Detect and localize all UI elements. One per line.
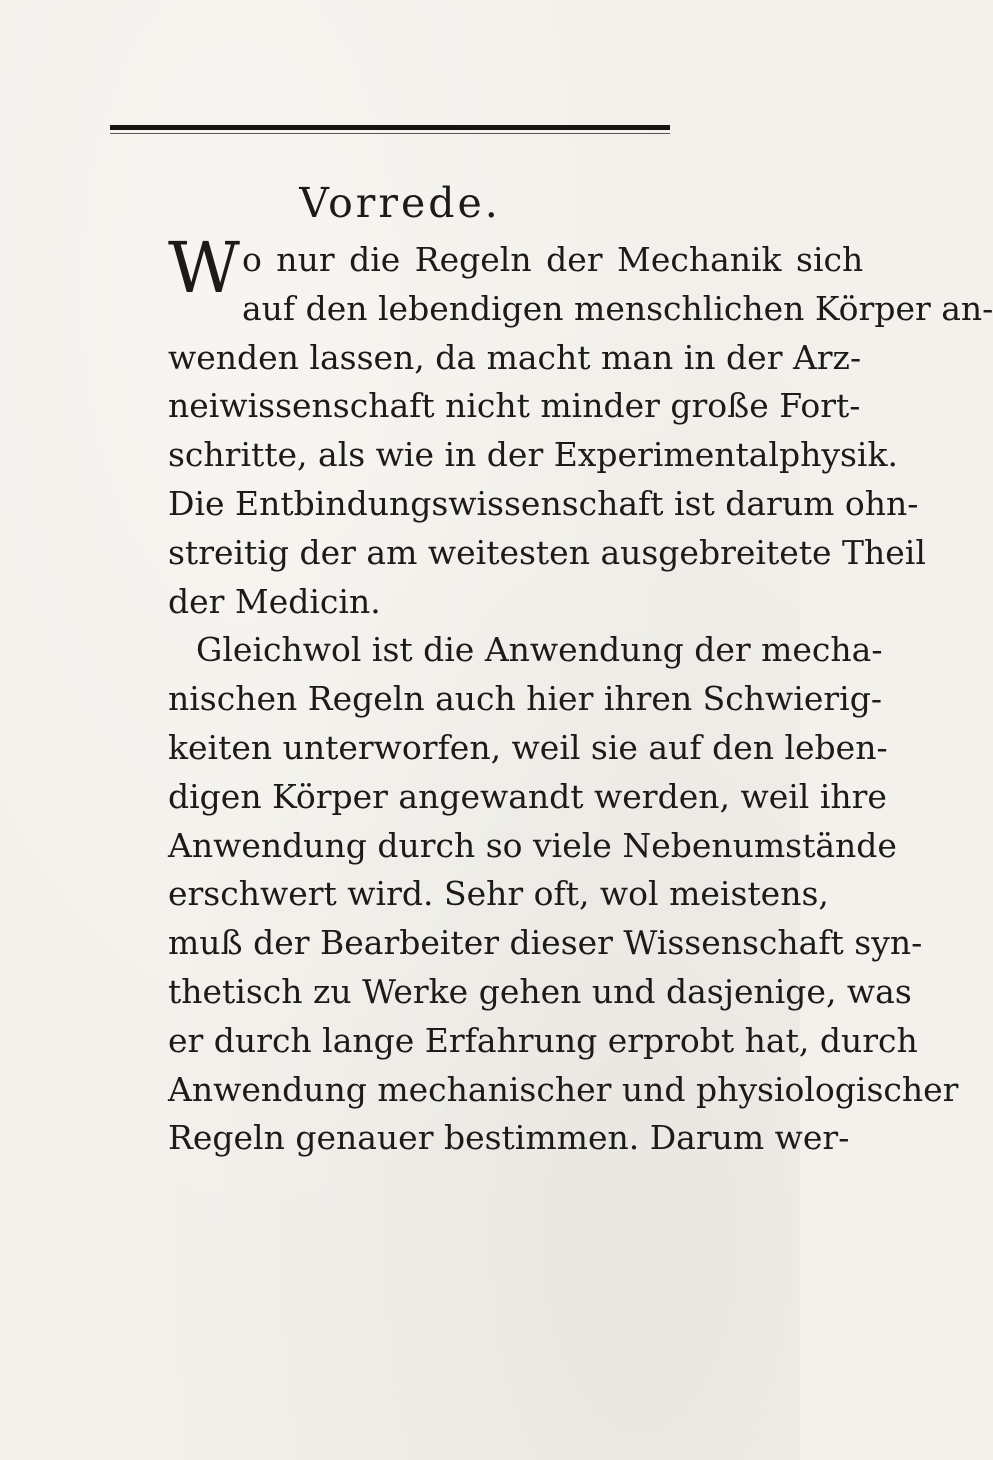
text-line: nischen Regeln auch hier ihren Schwierig-	[168, 679, 882, 719]
text-line: Gleichwol ist die Anwendung der mecha-	[196, 630, 883, 670]
text-line: der Medicin.	[168, 581, 381, 621]
text-line: Anwendung durch so viele Nebenumstände	[168, 825, 897, 865]
text-line: muß der Bearbeiter dieser Wissenschaft syn-	[168, 923, 923, 963]
text-line: erschwert wird. Sehr oft, wol meistens,	[168, 874, 829, 914]
text-line: Anwendung mechanischer und physiologischer	[168, 1069, 959, 1109]
header-rule	[110, 125, 670, 130]
header-rule-thin	[110, 133, 670, 134]
text-line: auf den lebendigen menschlichen Körper an-	[241, 288, 993, 328]
text-line: thetisch zu Werke gehen und dasjenige, was	[168, 971, 912, 1011]
text-line: neiwissenschaft nicht minder große Fort-	[168, 386, 861, 426]
text-line: er durch lange Erfahrung erprobt hat, durch	[168, 1020, 918, 1060]
text-line	[168, 227, 864, 309]
text-line-content: o nur die Regeln der Mechanik sich	[241, 240, 864, 279]
text-line: schritte, als wie in der Experimentalphysik.	[168, 435, 898, 475]
drop-cap: W	[168, 227, 240, 309]
page-heading: Vorrede.	[299, 179, 501, 227]
text-line: keiten unterworfen, weil sie auf den leben-	[168, 727, 888, 767]
text-line: Die Entbindungswissenschaft ist darum ohn-	[168, 483, 919, 523]
text-line: wenden lassen, da macht man in der Arz-	[168, 337, 862, 377]
text-line: digen Körper angewandt werden, weil ihre	[168, 776, 887, 816]
text-line: streitig der am weitesten ausgebreitete Theil	[168, 532, 926, 572]
body-text	[168, 227, 993, 1163]
text-line: Regeln genauer bestimmen. Darum wer-	[168, 1118, 850, 1158]
